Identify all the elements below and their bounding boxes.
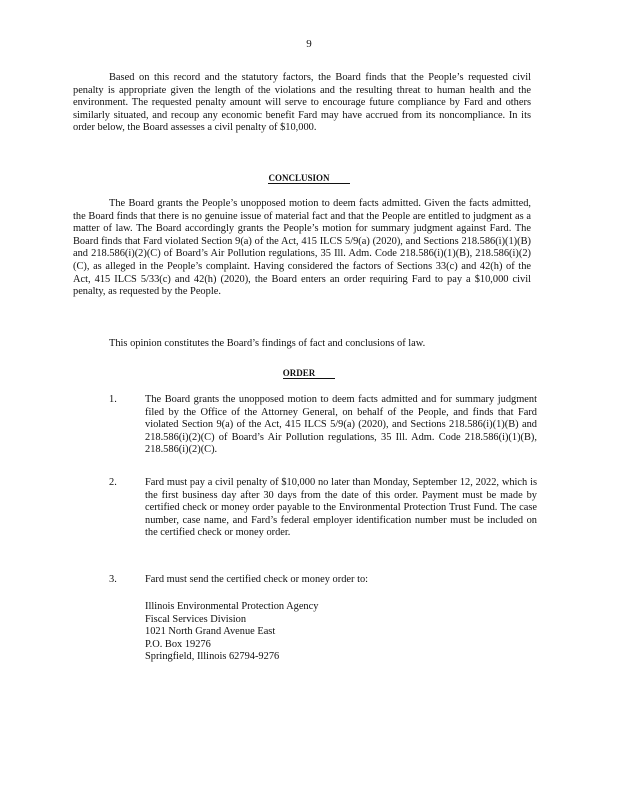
opinion-statement-paragraph: This opinion constitutes the Board’s findings of fact and conclusions of law. xyxy=(109,338,426,349)
address-line-city: Springfield, Illinois 62794-9276 xyxy=(145,651,280,663)
order-item-text: Fard must send the certified check or money order to: xyxy=(145,574,369,585)
conclusion-heading xyxy=(0,172,618,185)
address-line-agency: Illinois Environmental Protection Agency xyxy=(145,601,319,612)
order-heading-text: ORDER xyxy=(283,368,336,379)
order-item-text: The Board grants the unopposed motion to deem facts admitted and for summary judgment filed by the Office of the Attorney General, on behalf of the People, and finds that Fard violated Section 9(a) of the Act, 415 ILCS 5/9(a) (2020), and Sections 218.586(i)(1)(B) and 218.586(i)(2)(C) of Board’s Air Pollution regulations, 35 Ill. Adm. Code 218.586(i)(1)(B), 218.586(i)(2)(C). xyxy=(145,394,537,456)
penalty-basis-paragraph: Based on this record and the statutory factors, the Board finds that the People’s requested civil penalty is appropriate given the length of the violations and the resulting threat to human health and the environment. The requested penalty amount will serve to encourage future compliance by Fard and others similarly situated, and recoup any economic benefit Fard may have accrued from its noncompliance. In its order below, the Board assesses a civil penalty of $10,000. xyxy=(73,72,531,134)
address-line-division: Fiscal Services Division xyxy=(145,613,247,625)
order-item-number: 1. xyxy=(109,394,117,405)
page-number: 9 xyxy=(306,38,312,50)
order-item-number: 3. xyxy=(109,574,117,585)
order-item-number: 2. xyxy=(109,477,117,488)
conclusion-paragraph: The Board grants the People’s unopposed motion to deem facts admitted. Given the facts admitted, the Board finds that there is no genuine issue of material fact and that the People are entitled to judgment as a matter of law. The Board accordingly grants the People’s motion for summary judgment against Fard. The Board finds that Fard violated Section 9(a) of the Act, 415 ILCS 5/9(a) (2020), and Sections 218.586(i)(1)(B) and 218.586(i)(2)(C) of Board’s Air Pollution regulations, 35 Ill. Adm. Code 218.586(i)(1)(B), 218.586(i)(2)(C), as alleged in the People’s complaint. Having considered the factors of Sections 33(c) and 42(h) of the Act, 415 ILCS 5/33(c) and 42(h) (2020), the Board enters an order requiring Fard to pay a $10,000 civil penalty, as requested by the People. xyxy=(73,198,531,298)
conclusion-heading-text: CONCLUSION xyxy=(268,173,349,184)
order-heading xyxy=(0,367,618,380)
mailing-address xyxy=(145,601,318,664)
order-item-text: Fard must pay a civil penalty of $10,000 no later than Monday, September 12, 2022, which is the first business day after 30 days from the date of this order. Payment must be made by certified check or money order payable to the Environmental Protection Trust Fund. The case number, case name, and Fard’s federal employer identification number must be included on the certified check or money order. xyxy=(145,477,537,539)
address-line-street: 1021 North Grand Avenue East xyxy=(145,626,276,638)
address-line-po-box: P.O. Box 19276 xyxy=(145,638,211,650)
